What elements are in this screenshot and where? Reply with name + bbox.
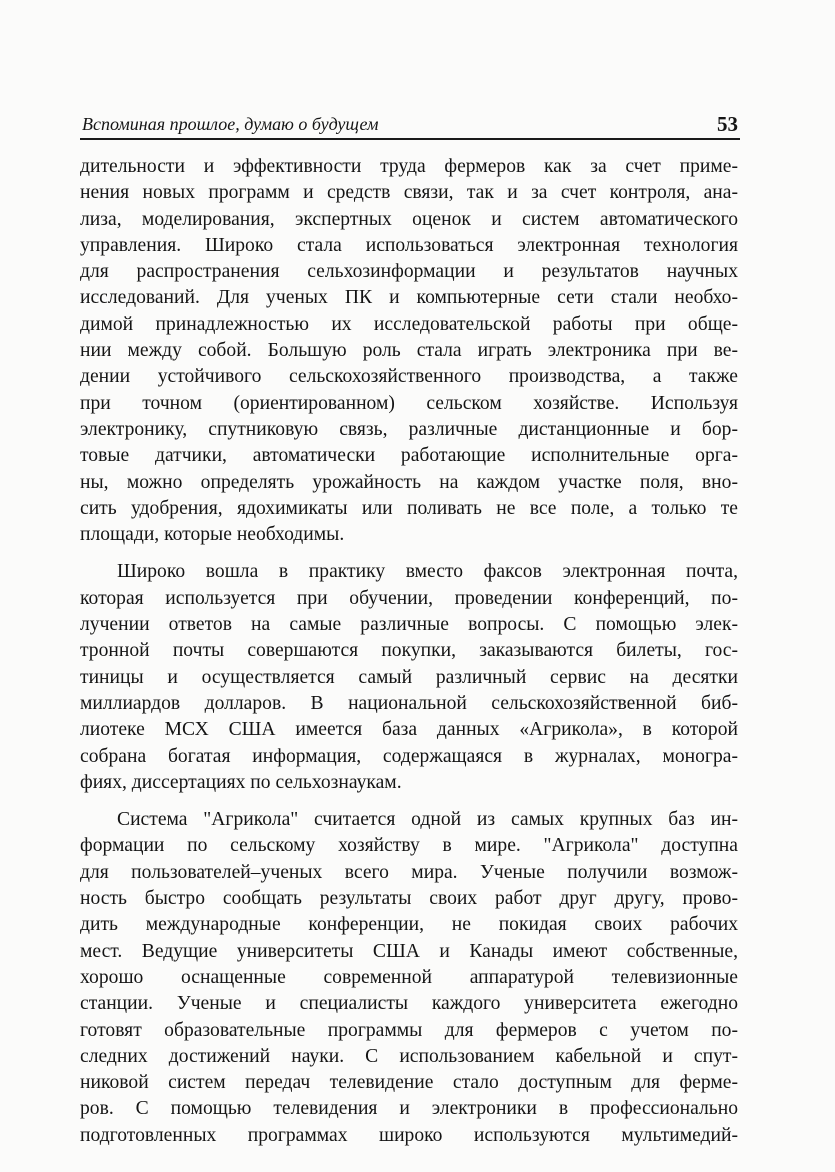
text-line: для пользователей–ученых всего мира. Ученые получили возмож- (80, 861, 738, 883)
paragraph-2 (80, 559, 738, 796)
text-line: площади, которые необходимы. (80, 524, 345, 546)
paragraph-1 (80, 154, 738, 548)
text-line: хорошо оснащенные современной аппаратурой телевизионные (80, 966, 738, 988)
text-line: сить удобрения, ядохимикаты или поливать не все поле, а только те (80, 497, 738, 519)
text-line: Широко вошла в практику вместо факсов электронная почта, (117, 561, 738, 583)
text-line: для распространения сельхозинформации и результатов научных (80, 261, 738, 283)
text-line: ны, можно определять урожайность на каждом участке поля, вно- (80, 471, 738, 493)
text-line: собрана богатая информация, содержащаяся в журналах, моногра- (80, 745, 738, 767)
text-line: готовят образовательные программы для фермеров с учетом по- (80, 1019, 738, 1041)
text-line: фиях, диссертациях по сельхознаукам. (80, 771, 402, 793)
paragraph-3 (80, 807, 738, 1149)
text-line: исследований. Для ученых ПК и компьютерные сети стали необхо- (80, 287, 738, 309)
page-number: 53 (717, 112, 738, 136)
text-line: ров. С помощью телевидения и электроники в профессионально (80, 1098, 738, 1120)
running-header (80, 108, 740, 140)
text-line: димой принадлежностью их исследовательской работы при обще- (80, 313, 738, 335)
text-line: тиницы и осуществляется самый различный сервис на десятки (80, 666, 738, 688)
running-header-title: Вспоминая прошлое, думаю о будущем (82, 114, 379, 134)
text-line: товые датчики, автоматически работающие исполнительные орга- (80, 445, 738, 467)
text-line: миллиардов долларов. В национальной сельскохозяйственной биб- (80, 692, 738, 714)
text-line: дении устойчивого сельскохозяйственного производства, а также (80, 366, 738, 388)
body-text (80, 154, 738, 1149)
text-line: электронику, спутниковую связь, различные дистанционные и бор- (80, 418, 738, 440)
text-line: которая используется при обучении, проведении конференций, по- (80, 587, 738, 609)
text-line: нии между собой. Большую роль стала играть электроника при ве- (80, 340, 738, 362)
text-line: лиотеке МСХ США имеется база данных «Агрикола», в которой (80, 719, 738, 741)
text-line: тронной почты совершаются покупки, заказываются билеты, гос- (80, 640, 738, 662)
text-line: станции. Ученые и специалисты каждого университета ежегодно (80, 993, 738, 1015)
text-line: лучении ответов на самые различные вопросы. С помощью элек- (80, 614, 738, 636)
text-line: подготовленных программах широко используются мультимедий- (80, 1124, 738, 1146)
text-line: следних достижений науки. С использованием кабельной и спут- (80, 1045, 738, 1067)
text-line: управления. Широко стала использоваться электронная технология (80, 234, 738, 256)
text-line: никовой систем передач телевидение стало доступным для ферме- (80, 1072, 738, 1094)
text-line: лиза, моделирования, экспертных оценок и систем автоматического (80, 208, 738, 230)
text-line: дительности и эффективности труда фермеров как за счет приме- (80, 156, 738, 177)
text-line: формации по сельскому хозяйству в мире. "Агрикола" доступна (80, 835, 738, 857)
text-line: дить международные конференции, не покидая своих рабочих (80, 914, 738, 936)
text-line: нения новых программ и средств связи, так и за счет контроля, ана- (80, 182, 738, 204)
text-line: мест. Ведущие университеты США и Канады имеют собственные, (80, 940, 738, 962)
text-line: при точном (ориентированном) сельском хозяйстве. Используя (80, 392, 738, 414)
text-line: Система "Агрикола" считается одной из самых крупных баз ин- (117, 809, 738, 831)
text-line: ность быстро сообщать результаты своих работ друг другу, прово- (80, 888, 738, 910)
